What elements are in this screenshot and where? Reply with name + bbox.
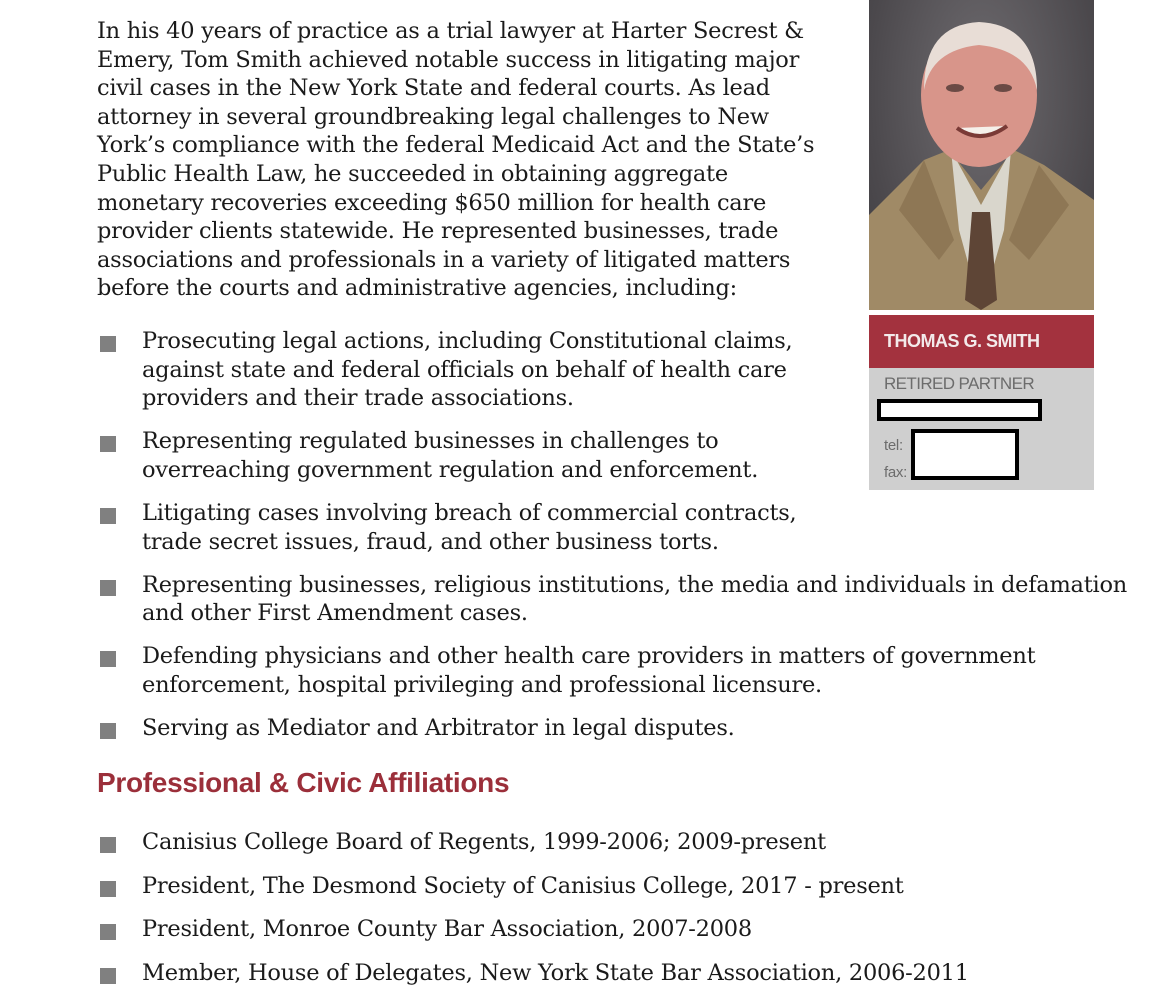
- square-bullet-icon: [100, 436, 116, 452]
- square-bullet-icon: [100, 837, 116, 853]
- square-bullet-icon: [100, 336, 116, 352]
- profile-name: THOMAS G. SMITH: [869, 315, 1094, 368]
- square-bullet-icon: [100, 723, 116, 739]
- list-item: [97, 642, 1042, 699]
- profile-photo: [869, 0, 1094, 310]
- square-bullet-icon: [100, 924, 116, 940]
- square-bullet-icon: [100, 508, 116, 524]
- list-item: [97, 427, 842, 484]
- profile-card: [869, 0, 1094, 490]
- profile-title: RETIRED PARTNER: [884, 374, 1035, 393]
- list-item-text: Representing regulated businesses in challenges to overreaching government regulation and enforcement.: [142, 428, 759, 483]
- list-item: [97, 714, 1042, 743]
- list-item: [97, 327, 832, 413]
- list-item-text: President, Monroe County Bar Association, 2007-2008: [142, 916, 752, 943]
- list-item-text: Litigating cases involving breach of commercial contracts, trade secret issues, fraud, and other business torts.: [142, 499, 797, 555]
- fax-label: fax:: [884, 464, 907, 481]
- square-bullet-icon: [100, 651, 116, 667]
- list-item: [97, 872, 1122, 901]
- profile-info-panel: [869, 368, 1094, 490]
- square-bullet-icon: [100, 968, 116, 984]
- portrait-illustration: [869, 0, 1094, 310]
- list-item: [97, 915, 1122, 944]
- bio-intro-paragraph: In his 40 years of practice as a trial lawyer at Harter Secrest & Emery, Tom Smith achieved notable success in litigating major civil cases in the New York State and federal courts. As lead attorney in several groundbreaking legal challenges to New York’s compliance with the federal Medicaid Act and the State’s Public Health Law, he succeeded in obtaining aggregate monetary recoveries exceeding $650 million for health care provider clients statewide. He represented businesses, trade associations and professionals in a variety of litigated matters before the courts and administrative agencies, including:: [97, 18, 815, 302]
- affiliations-list: [97, 828, 1122, 1002]
- tel-label: tel:: [884, 437, 903, 454]
- list-item-text: Serving as Mediator and Arbitrator in legal disputes.: [142, 715, 735, 742]
- redacted-email: [877, 399, 1042, 421]
- list-item-text: Member, House of Delegates, New York State Bar Association, 2006-2011: [142, 959, 969, 986]
- list-item: [97, 499, 842, 556]
- list-item-text: Defending physicians and other health care providers in matters of government enforcement, hospital privileging and professional licensure.: [142, 643, 1036, 698]
- list-item-text: Representing businesses, religious institutions, the media and individuals in defamation and other First Amendment cases.: [142, 571, 1127, 627]
- list-item: [97, 959, 1122, 988]
- list-item: [97, 571, 1127, 628]
- redacted-phone-numbers: [911, 429, 1019, 480]
- list-item-text: Canisius College Board of Regents, 1999-2006; 2009-present: [142, 829, 826, 855]
- list-item-text: President, The Desmond Society of Canisius College, 2017 - present: [142, 872, 904, 899]
- section-heading-affiliations: Professional & Civic Affiliations: [97, 767, 510, 798]
- square-bullet-icon: [100, 881, 116, 897]
- list-item: [97, 828, 1122, 857]
- square-bullet-icon: [100, 580, 116, 596]
- list-item-text: Prosecuting legal actions, including Constitutional claims, against state and federal officials on behalf of health care providers and their trade associations.: [142, 328, 793, 412]
